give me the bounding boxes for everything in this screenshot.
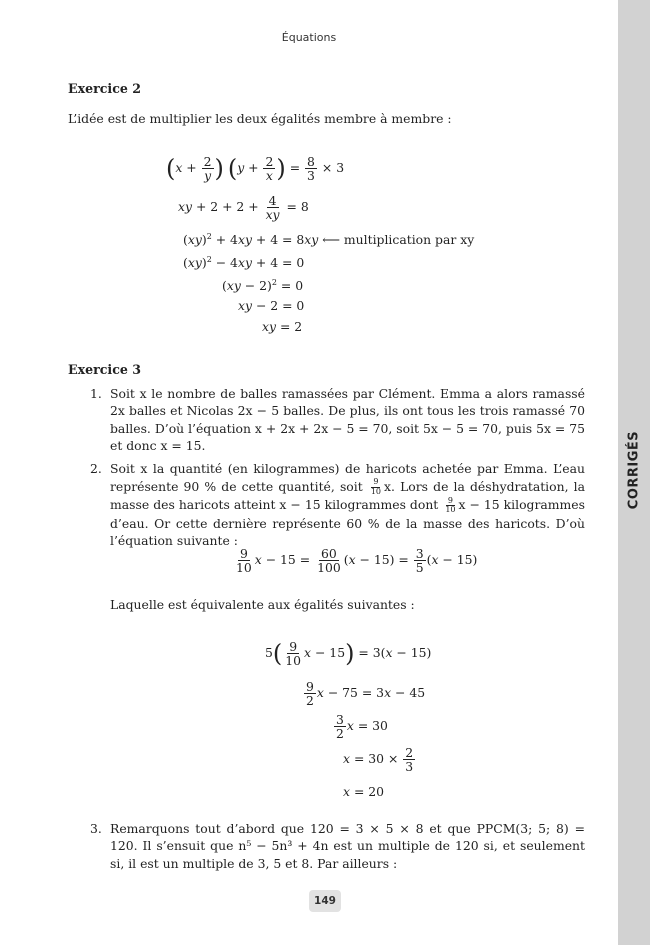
- equation-line: 5( $\frac{9}{10}$ x − 15) = 3(x − 15): [265, 639, 432, 669]
- list-item: 2. Soit x la quantité (en kilogrammes) de haricots achetée par Emma. L’eau représente 90 % de cette quantité, soit $\frac{9}{10}$ x. Lors de la déshydratation, la masse des haricots atteint x − 15 kilogrammes dont $\frac{9}{10}$ x − 15 kilogrammes d’eau. Or cette dernière représente 60 % de la masse des haricots. D’où l’équation suivante :: [90, 461, 585, 548]
- equation-line: (xy − 2)$^2$ = 0: [222, 278, 304, 294]
- equation-line: xy − 2 = 0: [238, 298, 305, 313]
- equation-line: (xy)$^2$ − 4xy + 4 = 0: [183, 255, 305, 271]
- exercise-3-list-continued: [82, 820, 585, 878]
- side-tab-label: CORRIGÉS: [626, 430, 642, 510]
- exercise-2-intro: L’idée est de multiplier les deux égalités membre à membre :: [68, 111, 452, 126]
- equation-line: x = 20: [343, 784, 385, 799]
- main-equation: $\frac{9}{10}$ x − 15 = $\frac{60}{100}$ (x − 15) = $\frac{3}{5}$ (x − 15): [236, 546, 478, 576]
- equation-line: xy = 2: [262, 319, 303, 334]
- equation-line: (xy)$^2$ + 4xy + 4 = 8xy ⟵ multiplication par xy: [183, 232, 475, 248]
- exercise-3-title: Exercice 3: [68, 362, 142, 377]
- equation-line: x = 30 × $\frac{2}{3}$: [343, 745, 414, 775]
- exercise-2-title: Exercice 2: [68, 81, 142, 96]
- multiplication-annotation: multiplication par xy: [343, 232, 475, 248]
- exercise-3-list: [82, 385, 585, 555]
- list-item: 1. Soit x le nombre de balles ramassées par Clément. Emma a alors ramassé 2x balles et Nicolas 2x − 5 balles. De plus, ils ont tous les trois ramassé 70 balles. D’où l’équation x + 2x + 2x − 5 = 70, soit 5x − 5 = 70, puis 5x = 75 et donc x = 15.: [90, 386, 585, 454]
- equivalence-text: Laquelle est équivalente aux égalités suivantes :: [110, 597, 415, 612]
- page-header: Équations: [281, 31, 337, 44]
- equation-line: $\frac{9}{2}$ x − 75 = 3x − 45: [306, 679, 426, 709]
- equation-line: $\frac{3}{2}$ x = 30: [336, 712, 388, 742]
- equation-line: (x + $\frac{2}{y}$ ) (y + $\frac{2}{x}$ ) = $\frac{8}{3}$ × 3: [166, 154, 345, 184]
- equation-line: xy + 2 + 2 + $\frac{4}{xy}$ = 8: [178, 193, 309, 223]
- list-item: 3. Remarquons tout d’abord que 120 = 3 × 5 × 8 et que PPCM(3; 5; 8) = 120. Il s’ensuit que n⁵ − 5n³ + 4n est un multiple de 120 si, et seulement si, il est un multiple de 3, 5 et 8. Par ailleurs :: [90, 821, 585, 871]
- side-tab: [618, 0, 650, 945]
- page-number: 149: [309, 890, 341, 912]
